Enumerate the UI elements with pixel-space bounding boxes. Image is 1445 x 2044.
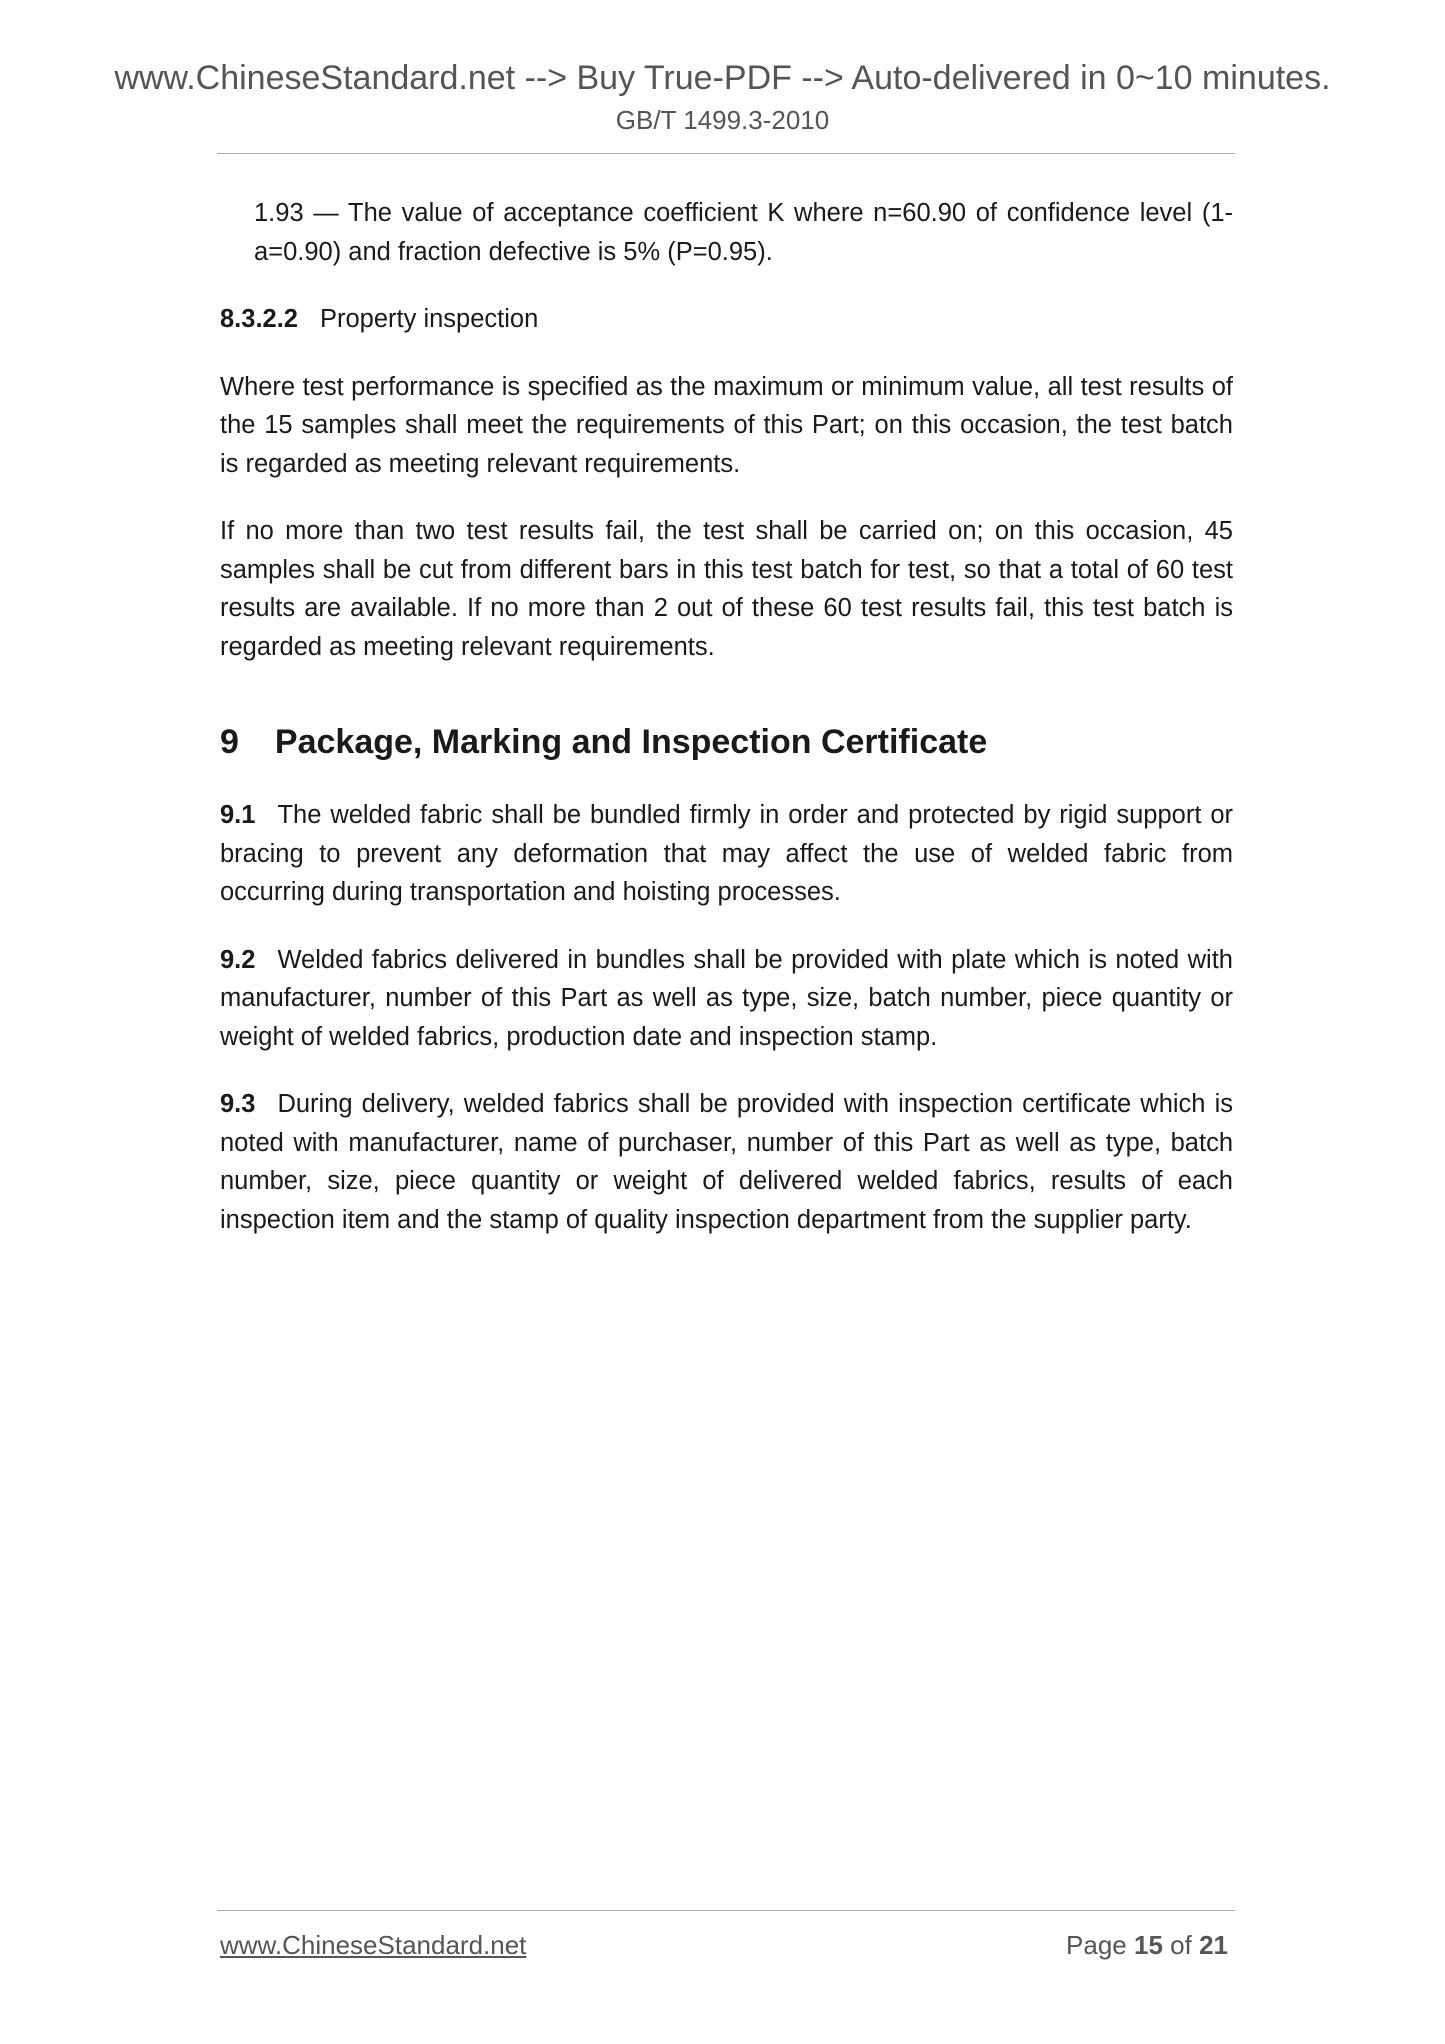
property-inspection-paragraph-2: If no more than two test results fail, the test shall be carried on; on this occasion, 45 samples shall be cut from different bars in this test batch for test, so that a total of 60 test results are available. If no more than 2 out of these 60 test results fail, this test batch is regarded as meeting relevant requirements. <box>220 517 1233 661</box>
clause-9-1 <box>220 796 1233 912</box>
footer-divider <box>217 1910 1235 1911</box>
page-current: 15 <box>1134 1930 1163 1960</box>
clause-title: Property inspection <box>319 305 539 333</box>
page-content <box>220 194 1233 1268</box>
property-inspection-paragraph-1: Where test performance is specified as the maximum or minimum value, all test results of the 15 samples shall meet the requirements of this Part; on this occasion, the test batch is regarded as meeting relevant requirements. <box>220 372 1233 478</box>
page-prefix: Page <box>1066 1930 1127 1960</box>
page-total: 21 <box>1199 1930 1228 1960</box>
page-number <box>1066 1930 1228 1961</box>
section-number: 9 <box>220 723 239 761</box>
section-title: Package, Marking and Inspection Certificate <box>274 723 988 761</box>
header-divider <box>217 153 1235 154</box>
footer-website-link[interactable]: www.ChineseStandard.net <box>220 1930 527 1960</box>
clause-text: Welded fabrics delivered in bundles shall be provided with plate which is noted with manufacturer, number of this Part as well as type, size, batch number, piece quantity or weight of welded fabrics, production date and inspection stamp. <box>220 945 1233 1051</box>
section-9-heading <box>220 720 1233 764</box>
page-of: of <box>1170 1930 1192 1960</box>
header-banner: www.ChineseStandard.net --> Buy True-PDF --> Auto-delivered in 0~10 minutes. <box>114 59 1331 97</box>
clause-8-3-2-2-heading <box>220 300 1233 339</box>
clause-text: During delivery, welded fabrics shall be provided with inspection certificate which is noted with manufacturer, name of purchaser, number of this Part as well as type, batch number, size, piece quantity or weight of delivered welded fabrics, results of each inspection item and the stamp of quality inspection department from the supplier party. <box>220 1090 1233 1234</box>
document-code: GB/T 1499.3-2010 <box>615 105 830 135</box>
clause-number: 9.2 <box>220 945 256 974</box>
clause-number: 9.1 <box>220 801 256 829</box>
clause-9-3 <box>220 1085 1233 1239</box>
acceptance-coefficient-note: 1.93 — The value of acceptance coefficient K where n=60.90 of confidence level (1-a=0.90) and fraction defective is 5% (P=0.95). <box>254 199 1233 266</box>
clause-9-2 <box>220 941 1233 1057</box>
clause-number: 8.3.2.2 <box>220 305 298 333</box>
clause-number: 9.3 <box>220 1090 256 1118</box>
clause-text: The welded fabric shall be bundled firmly in order and protected by rigid support or bracing to prevent any deformation that may affect the use of welded fabric from occurring during transportation and hoisting processes. <box>220 801 1233 906</box>
